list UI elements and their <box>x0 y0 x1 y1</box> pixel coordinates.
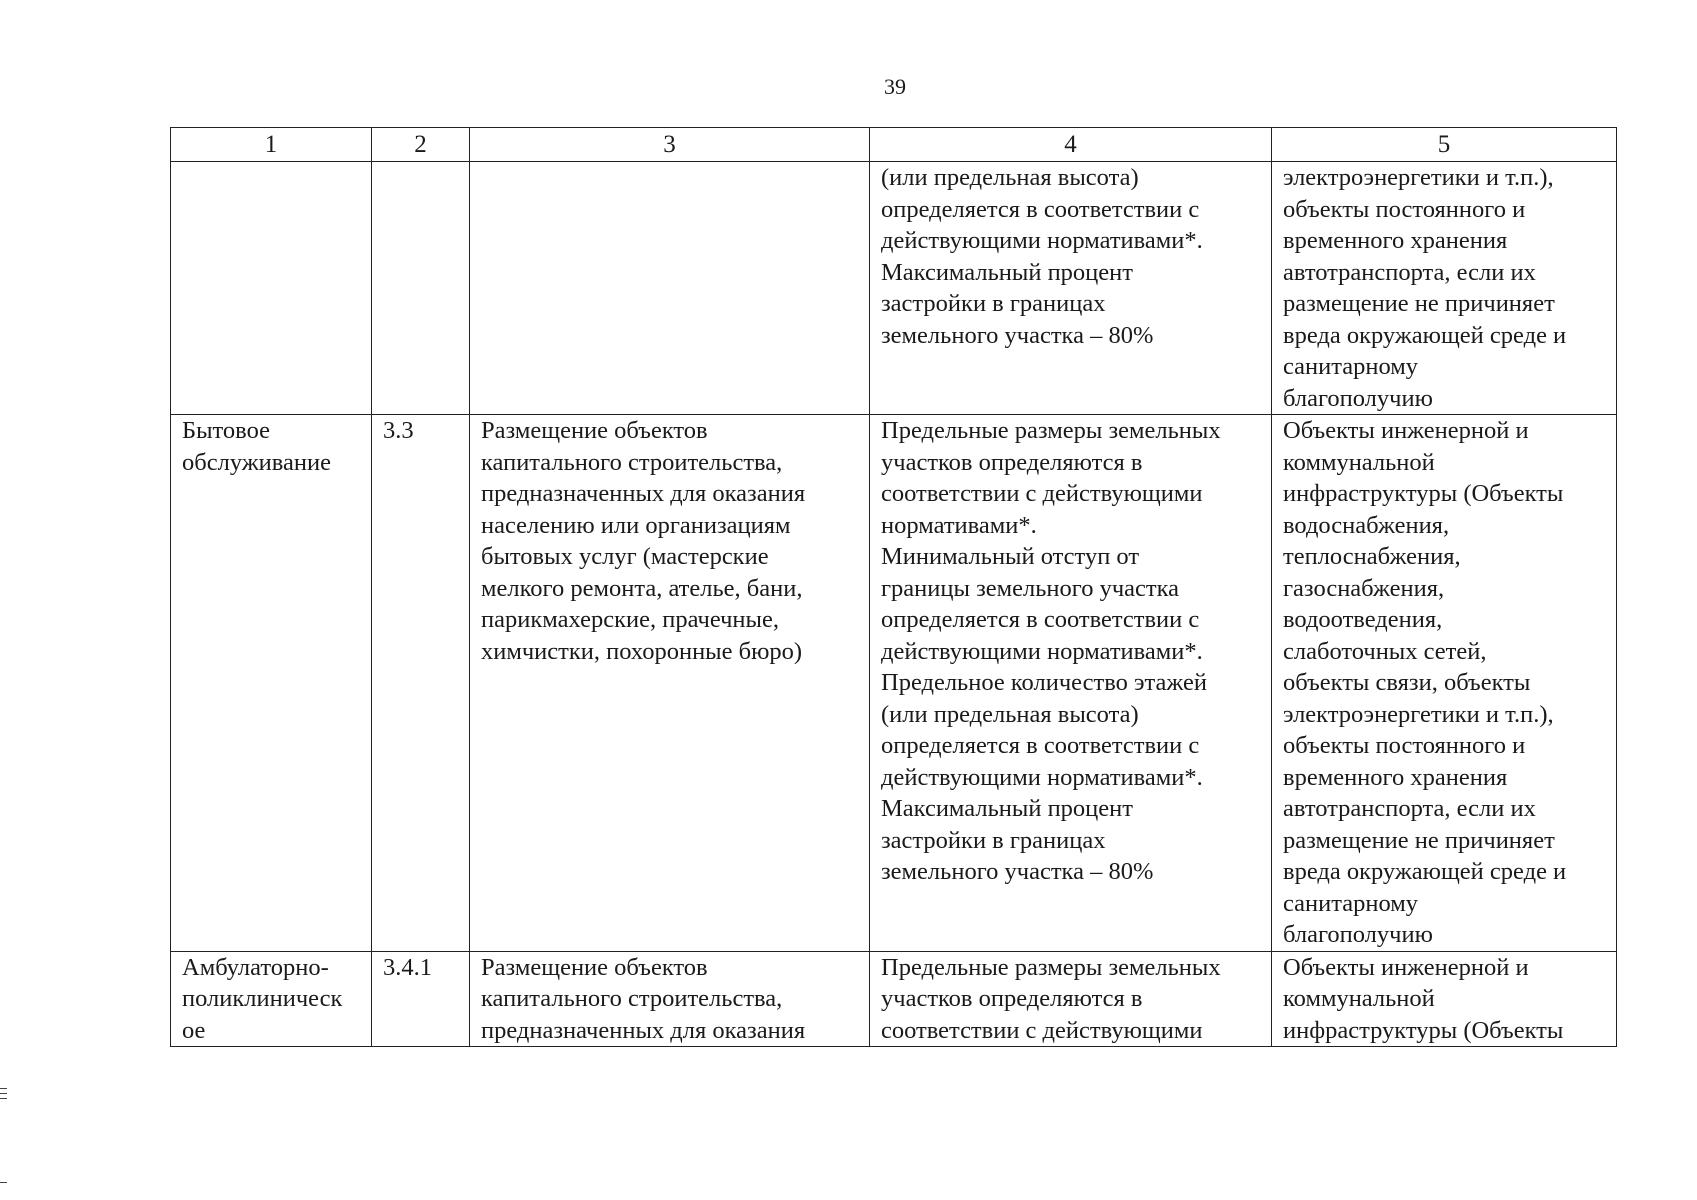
cell-code <box>372 162 470 415</box>
cell-description <box>470 951 870 1047</box>
table-row <box>171 162 1617 415</box>
cell-auxiliary-text: электроэнергетики и т.п.), объекты постоянного и временного хранения автотранспорта, если их размещение не причиняет вреда окружающей среде и санитарному благополучию <box>1283 164 1567 412</box>
header-col-3: 3 <box>470 128 870 162</box>
cell-name <box>171 415 372 952</box>
cell-parameters <box>870 951 1272 1047</box>
margin-mark <box>0 1088 7 1089</box>
cell-name-text: Амбулаторно- поликлиническ ое <box>182 953 343 1044</box>
table-row <box>171 415 1617 952</box>
header-col-1: 1 <box>171 128 372 162</box>
header-col-2: 2 <box>372 128 470 162</box>
cell-auxiliary-text: Объекты инженерной и коммунальной инфраструктуры (Объекты водоснабжения, теплоснабжения, газоснабжения, водоотведения, слаботочных сетей, объекты связи, объекты электроэнергетики и т.п.), объекты постоянного и временного хранения автотранспорта, если их размещение не причиняет вреда окружающей среде и санитарному благополучию <box>1283 417 1567 948</box>
margin-mark <box>0 1098 7 1099</box>
cell-parameters <box>870 162 1272 415</box>
cell-auxiliary <box>1272 415 1617 952</box>
cell-description-text: Размещение объектов капитального строительства, предназначенных для оказания населению или организациям бытовых услуг (мастерские мелкого ремонта, ателье, бани, парикмахерские, прачечные, химчистки, похоронные бюро) <box>481 417 806 665</box>
cell-parameters-text: Предельные размеры земельных участков определяются в соответствии с действующими нормативами*. Минимальный отступ от границы земельного участка определяется в соответствии с действующими нормативами*. Предельное количество этажей (или предельная высота) определяется в соответствии с действующими нормативами*. Максимальный процент застройки в границах земельного участка – 80% <box>881 417 1221 885</box>
cell-code-text: 3.3 <box>383 417 414 444</box>
header-col-4: 4 <box>870 128 1272 162</box>
table-row <box>171 951 1617 1047</box>
cell-auxiliary-text: Объекты инженерной и коммунальной инфраструктуры (Объекты <box>1283 953 1564 1044</box>
cell-parameters <box>870 415 1272 952</box>
cell-auxiliary <box>1272 951 1617 1047</box>
cell-description <box>470 415 870 952</box>
cell-auxiliary <box>1272 162 1617 415</box>
margin-mark <box>0 1093 7 1094</box>
table-header-row <box>171 128 1617 162</box>
cell-description <box>470 162 870 415</box>
page-number: 39 <box>884 74 906 99</box>
cell-code-text: 3.4.1 <box>383 953 432 981</box>
land-use-table <box>170 127 1617 1047</box>
cell-name <box>171 162 372 415</box>
header-col-5: 5 <box>1272 128 1617 162</box>
cell-name <box>171 951 372 1047</box>
cell-code <box>372 951 470 1047</box>
margin-mark <box>0 1182 7 1183</box>
cell-code <box>372 415 470 952</box>
cell-description-text: Размещение объектов капитального строительства, предназначенных для оказания <box>481 953 806 1044</box>
cell-name-text: Бытовое обслуживание <box>182 417 331 476</box>
cell-parameters-text: Предельные размеры земельных участков определяются в соответствии с действующими <box>881 953 1221 1044</box>
cell-parameters-text: (или предельная высота) определяется в соответствии с действующими нормативами*. Максимальный процент застройки в границах земельного участка – 80% <box>881 164 1203 349</box>
